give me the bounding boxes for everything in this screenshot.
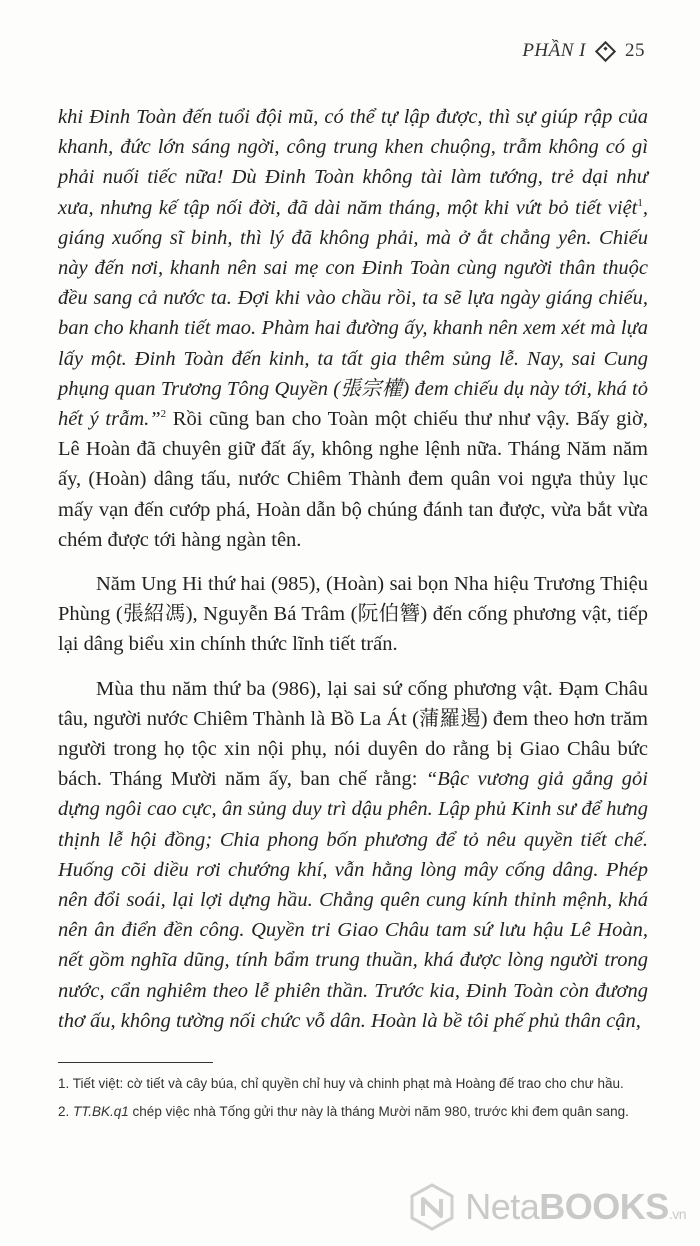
netabooks-logo-icon	[407, 1182, 457, 1232]
text-italic-segment: “Bậc vương giả gắng gỏi dựng ngôi cao cực, ân sủng duy trì dậu phên. Lập phủ Kinh sư để hưng thịnh lễ hội đồng; Chia phong bốn phương để tỏ nêu quyền tiết chế. Huống cõi diều rơi chướng khí, vẫn hằng lòng mây cống dâng. Phép nên đổi soái, lại lợi dựng hầu. Chẳng quên cung kính thỉnh mệnh, khá nên ân điển đền công. Quyền tri Giao Châu tam sứ lưu hậu Lê Hoàn, nết gồm nghĩa dũng, tính bẩm trung thuần, khá được lòng người trong nước, cẩn nghiêm theo lễ phiên thần. Trước kia, Đinh Toàn còn đương thơ ấu, không tường nối chức vỗ dân. Hoàn là bề tôi phế phủ thân cận,	[58, 768, 648, 1032]
footnote-segment: 2.	[58, 1104, 74, 1119]
watermark-text	[465, 1186, 686, 1228]
part-label: PHẦN I	[522, 40, 586, 61]
footnote-divider	[58, 1062, 213, 1063]
watermark	[407, 1182, 686, 1232]
text-italic-segment: khi Đinh Toàn đến tuổi đội mũ, có thể tự lập được, thì sự giúp rập của khanh, đức lớn sáng ngời, công trung khen chuộng, trẫm không có gì phải nuối tiếc nữa! Dù Đinh Toàn không tài làm tướng, trẻ dại như xưa, nhưng kế tập nối đời, đã dài năm tháng, một khi vứt bỏ tiết việt	[58, 106, 648, 219]
body-text	[58, 102, 648, 1036]
paragraph-3	[58, 674, 648, 1036]
watermark-text-light: Neta	[465, 1186, 540, 1227]
footnote-2	[58, 1102, 648, 1122]
diamond-ornament-icon	[595, 40, 616, 61]
page-number: 25	[625, 40, 645, 61]
text-segment: Mùa thu năm thứ ba (986), lại sai sứ cống phương vật. Đạm Châu tâu, người nước Chiêm Thành là Bồ La Át (蒲羅遏) đem theo hơn trăm người trong họ tộc xin nội phụ, nói duyên do rằng bị Giao Châu bức bách. Tháng Mười năm ấy, ban chế rằng:	[58, 677, 648, 791]
running-header	[522, 40, 645, 62]
text-italic-segment: , giáng xuống sĩ binh, thì lý đã không phải, mà ở ắt chẳng yên. Chiếu này đến nơi, khanh nên sai mẹ con Đinh Toàn cùng người thân thuộc đều sang cả nước ta. Đợi khi vào chầu rồi, ta sẽ lựa ngày giáng chiếu, ban cho khanh tiết mao. Phàm hai đường ấy, khanh nên xem xét mà lựa lấy một. Đinh Toàn đến kinh, ta tất gia thêm sủng lễ. Nay, sai Cung phụng quan Trương Tông Quyền (張宗權) đem chiếu dụ này tới, khá tỏ hết ý trẫm.”	[58, 196, 648, 431]
footnotes	[58, 1074, 648, 1130]
watermark-suffix: .vn	[668, 1206, 686, 1222]
footnote-ref: 1	[637, 196, 643, 209]
watermark-text-bold: BOOKS	[539, 1186, 669, 1227]
footnote-1	[58, 1074, 648, 1094]
footnote-segment: chép việc nhà Tống gửi thư này là tháng Mười năm 980, trước khi đem quân sang.	[128, 1104, 629, 1119]
paragraph-2	[58, 569, 648, 660]
footnote-ref: 2	[160, 408, 167, 421]
paragraph-1	[58, 102, 648, 555]
text-segment: Rồi cũng ban cho Toàn một chiếu thư như vậy. Bấy giờ, Lê Hoàn đã chuyên giữ đất ấy, không nghe lệnh nữa. Tháng Năm năm ấy, (Hoàn) dâng tấu, nước Chiêm Thành đem quân voi ngựa thủy lục mấy vạn đến cướp phá, Hoàn dẫn bộ chúng đánh tan được, vừa bắt vừa chém được tới hàng ngàn tên.	[58, 408, 649, 551]
footnote-segment: 1. Tiết việt: cờ tiết và cây búa, chỉ quyền chỉ huy và chinh phạt mà Hoàng đế trao cho chư hầu.	[58, 1076, 624, 1091]
text-segment: Năm Ung Hi thứ hai (985), (Hoàn) sai bọn Nha hiệu Trương Thiệu Phùng (張紹馮), Nguyễn Bá Trâm (阮伯簪) đến cống phương vật, tiếp lại dâng biểu xin chính thức lĩnh tiết trấn.	[58, 573, 648, 656]
footnote-italic-segment: TT.BK.q1	[73, 1104, 129, 1119]
